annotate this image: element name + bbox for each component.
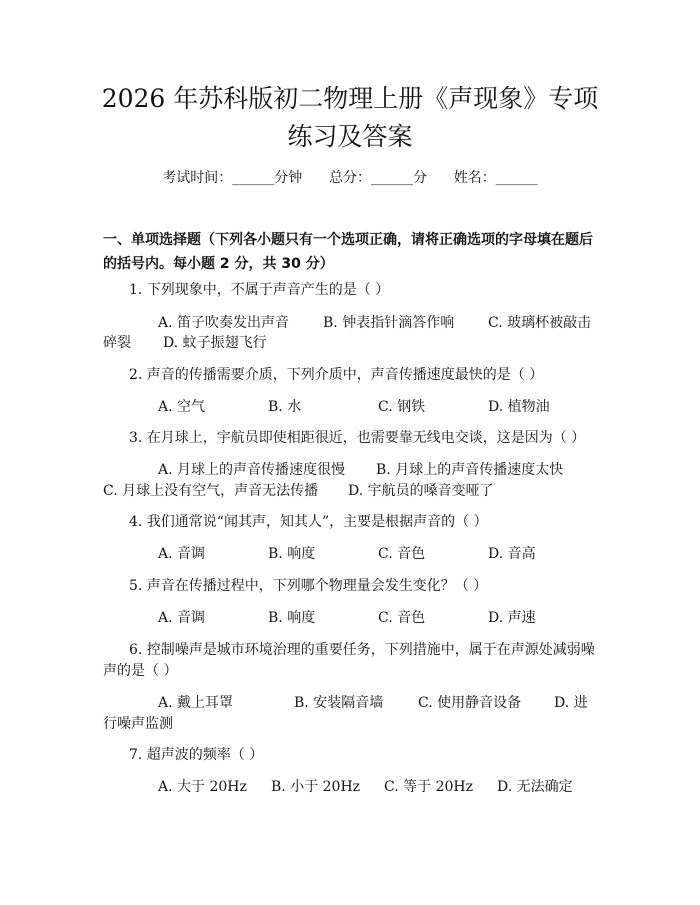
- question-1-option-a: A. 笛子吹奏发出声音: [158, 315, 290, 331]
- question-6-option-a: A. 戴上耳罩: [158, 695, 234, 711]
- question-6-stem-continuation: 声的是（ ）: [103, 663, 178, 679]
- question-7-option-b: B. 小于 20Hz: [271, 779, 361, 795]
- question-7-option-c: C. 等于 20Hz: [384, 779, 473, 795]
- question-4-options: [158, 544, 536, 564]
- question-5-option-d: D. 声速: [488, 610, 536, 626]
- question-3-option-a: A. 月球上的声音传播速度很慢: [158, 462, 346, 478]
- question-2-options: [158, 397, 550, 417]
- question-7-option-a: A. 大于 20Hz: [158, 779, 247, 795]
- title-line-1: 2026 年苏科版初二物理上册《声现象》专项: [101, 84, 599, 113]
- question-1-option-c: C. 玻璃杯被敲击: [488, 315, 592, 331]
- question-6-option-d: D. 进: [554, 695, 588, 711]
- question-5-option-b: B. 响度: [268, 610, 316, 626]
- question-5-stem: 5. 声音在传播过程中，下列哪个物理量会发生变化？（ ）: [129, 578, 488, 594]
- question-4-option-b: B. 响度: [268, 546, 316, 562]
- question-4-stem: 4. 我们通常说“闻其声，知其人”，主要是根据声音的（ ）: [129, 514, 488, 530]
- question-3-option-b: B. 月球上的声音传播速度太快: [376, 462, 564, 478]
- question-3-option-c: C. 月球上没有空气，声音无法传播: [103, 483, 319, 499]
- question-7-options: [158, 777, 573, 797]
- question-5-option-a: A. 音调: [158, 610, 206, 626]
- question-3-stem: 3. 在月球上，宇航员即使相距很近，也需要靠无线电交谈，这是因为（ ）: [129, 430, 586, 446]
- question-7-stem: 7. 超声波的频率（ ）: [129, 747, 264, 763]
- question-6-option-c: C. 使用静音设备: [418, 695, 522, 711]
- question-1-option-c-wrap: 碎裂: [103, 335, 131, 351]
- question-5-options: [158, 608, 536, 628]
- question-1-option-d: D. 蚊子振翅飞行: [163, 335, 267, 351]
- question-1-options: [158, 313, 591, 333]
- exam-info: 考试时间：______分钟 总分：______分 姓名：______: [162, 170, 538, 186]
- question-2-stem: 2. 声音的传播需要介质，下列介质中，声音传播速度最快的是（ ）: [129, 367, 544, 383]
- question-3-option-d: D. 宇航员的嗓音变哑了: [348, 483, 494, 499]
- question-6-options: [158, 693, 588, 713]
- document-title: [60, 80, 640, 156]
- question-1-option-b: B. 钟表指针滴答作响: [323, 315, 455, 331]
- question-6-stem: 6. 控制噪声是城市环境治理的重要任务，下列措施中，属于在声源处减弱噪: [129, 642, 595, 658]
- question-2-option-c: C. 钢铁: [378, 399, 426, 415]
- question-4-option-c: C. 音色: [378, 546, 426, 562]
- question-1-stem: 1. 下列现象中，不属于声音产生的是（ ）: [129, 282, 390, 298]
- question-2-option-b: B. 水: [268, 399, 302, 415]
- question-4-option-a: A. 音调: [158, 546, 206, 562]
- question-2-option-a: A. 空气: [158, 399, 206, 415]
- question-2-option-d: D. 植物油: [488, 399, 550, 415]
- question-7-option-d: D. 无法确定: [497, 779, 573, 795]
- question-6-option-d-wrap: 行噪声监测: [103, 716, 173, 732]
- section-heading: 一、单项选择题（下列各小题只有一个选项正确，请将正确选项的字母填在题后的括号内。每小题 2 分，共 30 分）: [103, 232, 593, 272]
- question-6-option-b: B. 安装隔音墙: [294, 695, 384, 711]
- question-5-option-c: C. 音色: [378, 610, 426, 626]
- question-1-continuation: [103, 333, 267, 353]
- question-3-continuation: [103, 481, 494, 501]
- question-3-options: [158, 460, 563, 480]
- title-line-2: 练习及答案: [287, 122, 413, 151]
- question-4-option-d: D. 音高: [488, 546, 536, 562]
